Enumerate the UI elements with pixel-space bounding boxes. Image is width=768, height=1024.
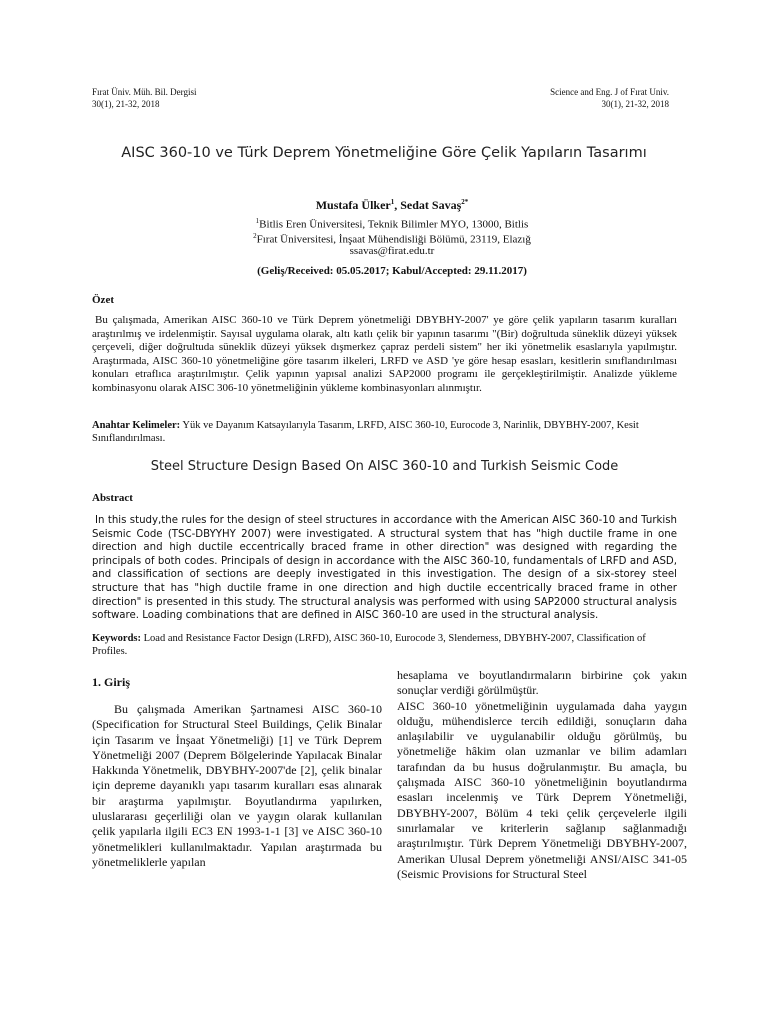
english-title: Steel Structure Design Based On AISC 360-10 and Turkish Seismic Code [150,459,619,474]
journal-volume-left: 30(1), 21-32, 2018 [92,99,160,109]
author-2: Sedat Savaş [400,198,462,212]
author-1-sup: 1 [390,198,395,206]
journal-header-left [92,86,197,110]
journal-header-right [550,86,669,110]
english-keywords-label: Keywords: [92,633,141,644]
author-email: ssavas@firat.edu.tr [349,245,435,257]
section-1-heading: 1. Giriş [92,675,130,689]
author-2-sup: 2* [461,198,469,206]
turkish-keywords-text: Yük ve Dayanım Katsayılarıyla Tasarım, LRFD, AISC 360-10, Eurocode 3, Narinlik, DBYBHY-2007, Kesit Sınıflandırılması. [92,420,639,444]
journal-volume-right: 30(1), 21-32, 2018 [601,99,669,109]
intro-paragraph-3: AISC 360-10 yönetmeliğinin uygulamada daha yaygın olduğu, mühendislerce tercih edildiği, sonuçların daha anlaşılabilir ve uygulanabilir olduğu görülmüş, bu yönetmeliğe hâkim olan uzmanlar ve bilim adamları tarafından da bu husus doğrulanmıştır. Bu amaçla, bu çalışmada AISC 360-10 yönetmeliğinin boyutlandırma esasları incelenmiş ve Türk Deprem Yönetmeliği, DBYBHY-2007, Bölüm 4 teki çelik çerçevelerle ilgili sınırlamalar ve kriterlerin sağlanıp sağlanmadığı araştırılmıştır. Türk Deprem Yönetmeliği DBYBHY-2007, Amerikan Ulusal Deprem yönetmeliği ANSI/AISC 341-05 (Seismic Provisions for Structural Steel [397,698,687,881]
right-column [397,668,687,882]
abstract-text: In this study,the rules for the design of steel structures in accordance with the American AISC 360-10 and Turkish Seismic Code (TSC-DBYYHY 2007) were investigated. A structural system that has "high ductile frame in one direction and high ductile eccentrically braced frame in other direction" was designed with regarding the principals of both codes. Principals of design in accordance with the AISC 360-10, fundamentals of LRFD and ASD, and classification of sections are deeply investigated in this investigation. The design of a six-storey steel structure that has "high ductile frame in one direction and high ductile eccentrically braced frame in other direction" is presented in this study. The structural analysis was performed with using SAP2000 structural analysis software. Loading combinations that are defined in AISC 360-10 are used in the structural analysis. [92,515,677,622]
author-1: Mustafa Ülker [315,198,391,212]
english-keywords [92,632,677,658]
paper-title: AISC 360-10 ve Türk Deprem Yönetmeliğine Göre Çelik Yapıların Tasarımı [121,145,647,161]
affiliation-2-sup: 2 [253,232,257,240]
intro-paragraph-2: hesaplama ve boyutlandırmaların birbirine çok yakın sonuçlar verdiği görülmüştür. [397,668,687,698]
author-separator: , [394,198,401,212]
ozet-heading: Özet [92,294,114,306]
received-accepted-dates: (Geliş/Received: 05.05.2017; Kabul/Accepted: 29.11.2017) [257,265,527,277]
abstract-heading: Abstract [92,492,133,504]
intro-paragraph-1: Bu çalışmada Amerikan Şartnamesi AISC 360-10 (Specification for Structural Steel Buildings, Çelik Binalar için Tasarım ve İnşaat Yönetmeliği) [1] ve Türk Deprem Yönetmeliği 2007 (Deprem Bölgelerinde Yapılacak Binalar Hakkında Yönetmelik, DBYBHY-2007'de [2], çelik binalar için depreme dayanıklı yapı tasarım kuralları esas alınarak bir araştırma yapılmıştır. Boyutlandırma yapılırken, uluslararası geçerliliği olan ve yaygın olarak kullanılan çelik yapılarla ilgili EC3 EN 1993-1-1 [3] ve AISC 360-10 yönetmelikleri kullanılmaktadır. Yapılan araştırmada bu yönetmeliklerle yapılan [92,702,382,869]
author-list [92,198,692,213]
left-column [92,702,382,870]
journal-name-tr: Fırat Üniv. Müh. Bil. Dergisi [92,87,197,97]
ozet-text: Bu çalışmada, Amerikan AISC 360-10 ve Türk Deprem yönetmeliği DBYBHY-2007' ye göre çelik yapıların tasarım kuralları araştırılmış ve irdelenmiştir. Sayısal uygulama olarak, altı katlı çelik bir yapının tasarımı "(Bir) doğrultuda süneklik düzeyi yüksek çerçeveli, diğer doğrultuda süneklik düzeyi yüksek dışmerkez çapraz perdeli sistem" her iki yönetmelik esaslarıyla yapılmıştır. Araştırmada, AISC 360-10 yönetmeliğine göre tasarım ilkeleri, LRFD ve ASD 'ye göre hesap esasları, kesitlerin sınıflandırılması konuları etraflıca araştırılmıştır. Çelik yapının yapısal analizi SAP2000 programı ile gerçekleştirilmiştir. Analizde yükleme kombinasyonu olarak AISC 306-10 yönetmeliğinin yükleme kombinasyonları alınmıştır. [92,314,677,394]
turkish-keywords [92,419,677,445]
affiliation-1-text: Bitlis Eren Üniversitesi, Teknik Bilimler MYO, 13000, Bitlis [259,218,529,231]
affiliation-1-sup: 1 [255,217,260,225]
journal-name-en: Science and Eng. J of Fırat Univ. [550,87,669,97]
affiliation-2-text: Fırat Üniversitesi, İnşaat Mühendisliği Bölümü, 23119, Elazığ [256,233,531,246]
turkish-keywords-label: Anahtar Kelimeler: [92,420,181,431]
english-keywords-text: Load and Resistance Factor Design (LRFD), AISC 360-10, Eurocode 3, Slenderness, DBYBHY-2007, Classification of Profiles. [92,633,646,657]
